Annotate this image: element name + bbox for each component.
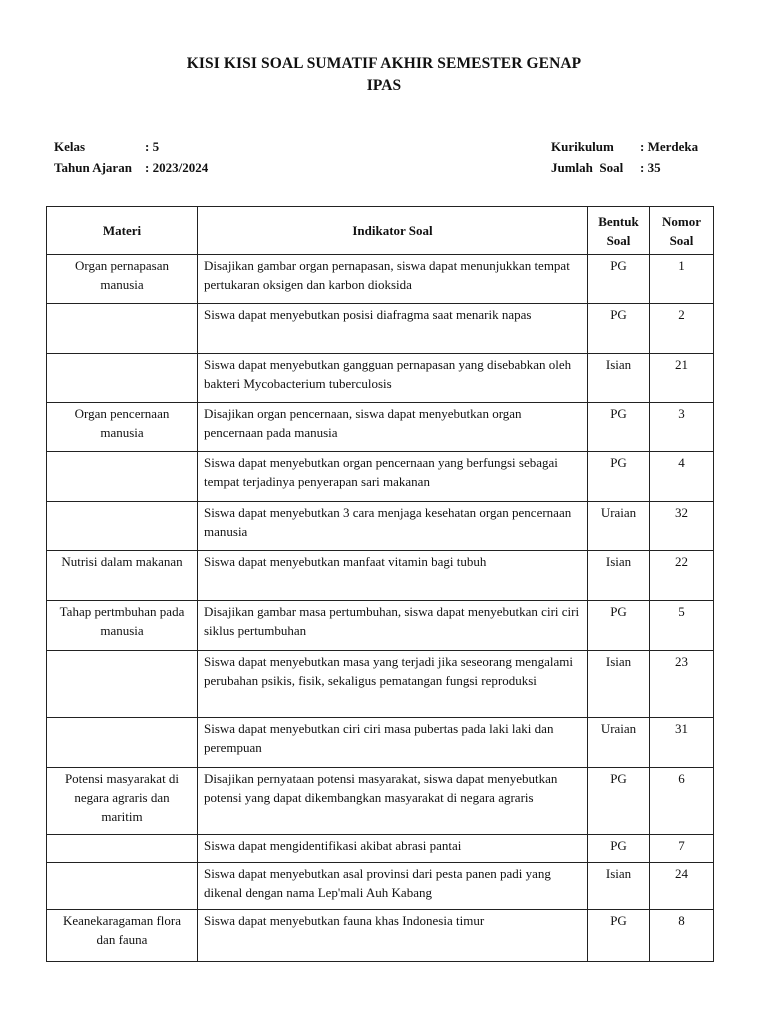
bentuk-cell: PG [588, 304, 650, 354]
table-row [47, 863, 714, 910]
table-row [47, 255, 714, 304]
nomor-cell: 32 [650, 502, 714, 551]
indikator-cell: Siswa dapat menyebutkan ciri ciri masa pubertas pada laki laki dan perempuan [198, 718, 588, 768]
nomor-cell: 2 [650, 304, 714, 354]
nomor-cell: 24 [650, 863, 714, 910]
indikator-cell: Siswa dapat menyebutkan masa yang terjadi jika seseorang mengalami perubahan psikis, fisik, sekaligus pematangan fungsi reproduksi [198, 651, 588, 718]
bentuk-cell: PG [588, 403, 650, 452]
materi-cell [47, 502, 198, 551]
nomor-cell: 8 [650, 910, 714, 962]
column-header-bentuk: Bentuk Soal [588, 207, 650, 255]
table-row [47, 403, 714, 452]
header-row [47, 207, 714, 255]
bentuk-cell: Uraian [588, 502, 650, 551]
materi-cell [47, 354, 198, 403]
indikator-cell: Siswa dapat menyebutkan manfaat vitamin bagi tubuh [198, 551, 588, 601]
table-body [47, 255, 714, 962]
nomor-cell: 23 [650, 651, 714, 718]
bentuk-cell: PG [588, 601, 650, 651]
indikator-cell: Siswa dapat menyebutkan 3 cara menjaga kesehatan organ pencernaan manusia [198, 502, 588, 551]
bentuk-cell: PG [588, 255, 650, 304]
bentuk-cell: PG [588, 835, 650, 863]
nomor-cell: 31 [650, 718, 714, 768]
table-row [47, 768, 714, 835]
nomor-cell: 5 [650, 601, 714, 651]
materi-cell: Organ pernapasan manusia [47, 255, 198, 304]
table-row [47, 551, 714, 601]
jumlah-soal-value: : 35 [640, 160, 661, 175]
bentuk-cell: PG [588, 910, 650, 962]
indikator-cell: Siswa dapat menyebutkan organ pencernaan yang berfungsi sebagai tempat terjadinya penyerapan sari makanan [198, 452, 588, 502]
materi-cell [47, 452, 198, 502]
table-row [47, 601, 714, 651]
kurikulum-value: : Merdeka [640, 139, 699, 154]
materi-cell: Nutrisi dalam makanan [47, 551, 198, 601]
column-header-indikator: Indikator Soal [198, 207, 588, 255]
table-row [47, 910, 714, 962]
kelas-label: Kelas [54, 139, 86, 154]
indikator-cell: Siswa dapat menyebutkan asal provinsi dari pesta panen padi yang dikenal dengan nama Lep'mali Auh Kabang [198, 863, 588, 910]
table-row [47, 651, 714, 718]
table-row [47, 304, 714, 354]
kelas-value: : 5 [145, 139, 160, 154]
materi-cell [47, 835, 198, 863]
bentuk-cell: Isian [588, 551, 650, 601]
table-row [47, 452, 714, 502]
nomor-cell: 4 [650, 452, 714, 502]
materi-cell [47, 651, 198, 718]
tahun-ajaran-value: : 2023/2024 [145, 160, 209, 175]
bentuk-cell: Isian [588, 651, 650, 718]
bentuk-cell: Uraian [588, 718, 650, 768]
nomor-cell: 22 [650, 551, 714, 601]
materi-cell: Organ pencernaan manusia [47, 403, 198, 452]
jumlah-soal-label: Jumlah Soal [551, 160, 624, 175]
kurikulum-label: Kurikulum [551, 139, 614, 154]
materi-cell: Tahap pertmbuhan pada manusia [47, 601, 198, 651]
kisi-kisi-table [46, 206, 714, 962]
table-row [47, 354, 714, 403]
nomor-cell: 7 [650, 835, 714, 863]
indikator-cell: Siswa dapat menyebutkan fauna khas Indonesia timur [198, 910, 588, 962]
table-row [47, 718, 714, 768]
bentuk-cell: Isian [588, 354, 650, 403]
materi-cell [47, 718, 198, 768]
nomor-cell: 1 [650, 255, 714, 304]
nomor-cell: 3 [650, 403, 714, 452]
materi-cell: Keanekaragaman flora dan fauna [47, 910, 198, 962]
column-header-nomor: Nomor Soal [650, 207, 714, 255]
indikator-cell: Siswa dapat menyebutkan posisi diafragma saat menarik napas [198, 304, 588, 354]
nomor-cell: 6 [650, 768, 714, 835]
indikator-cell: Disajikan organ pencernaan, siswa dapat menyebutkan organ pencernaan pada manusia [198, 403, 588, 452]
indikator-cell: Disajikan gambar masa pertumbuhan, siswa dapat menyebutkan ciri ciri siklus pertumbuhan [198, 601, 588, 651]
indikator-cell: Siswa dapat menyebutkan gangguan pernapasan yang disebabkan oleh bakteri Mycobacterium tuberculosis [198, 354, 588, 403]
materi-cell: Potensi masyarakat di negara agraris dan maritim [47, 768, 198, 835]
document-subtitle: IPAS [366, 77, 402, 94]
tahun-ajaran-label: Tahun Ajaran [54, 160, 132, 175]
indikator-cell: Disajikan pernyataan potensi masyarakat, siswa dapat menyebutkan potensi yang dapat dikembangkan masyarakat di negara agraris [198, 768, 588, 835]
table-row [47, 502, 714, 551]
indikator-cell: Disajikan gambar organ pernapasan, siswa dapat menunjukkan tempat pertukaran oksigen dan karbon dioksida [198, 255, 588, 304]
table-header [47, 207, 714, 255]
column-header-materi: Materi [47, 207, 198, 255]
indikator-cell: Siswa dapat mengidentifikasi akibat abrasi pantai [198, 835, 588, 863]
bentuk-cell: PG [588, 768, 650, 835]
nomor-cell: 21 [650, 354, 714, 403]
document-title: KISI KISI SOAL SUMATIF AKHIR SEMESTER GENAP [186, 55, 582, 72]
table-row [47, 835, 714, 863]
bentuk-cell: PG [588, 452, 650, 502]
materi-cell [47, 304, 198, 354]
materi-cell [47, 863, 198, 910]
bentuk-cell: Isian [588, 863, 650, 910]
